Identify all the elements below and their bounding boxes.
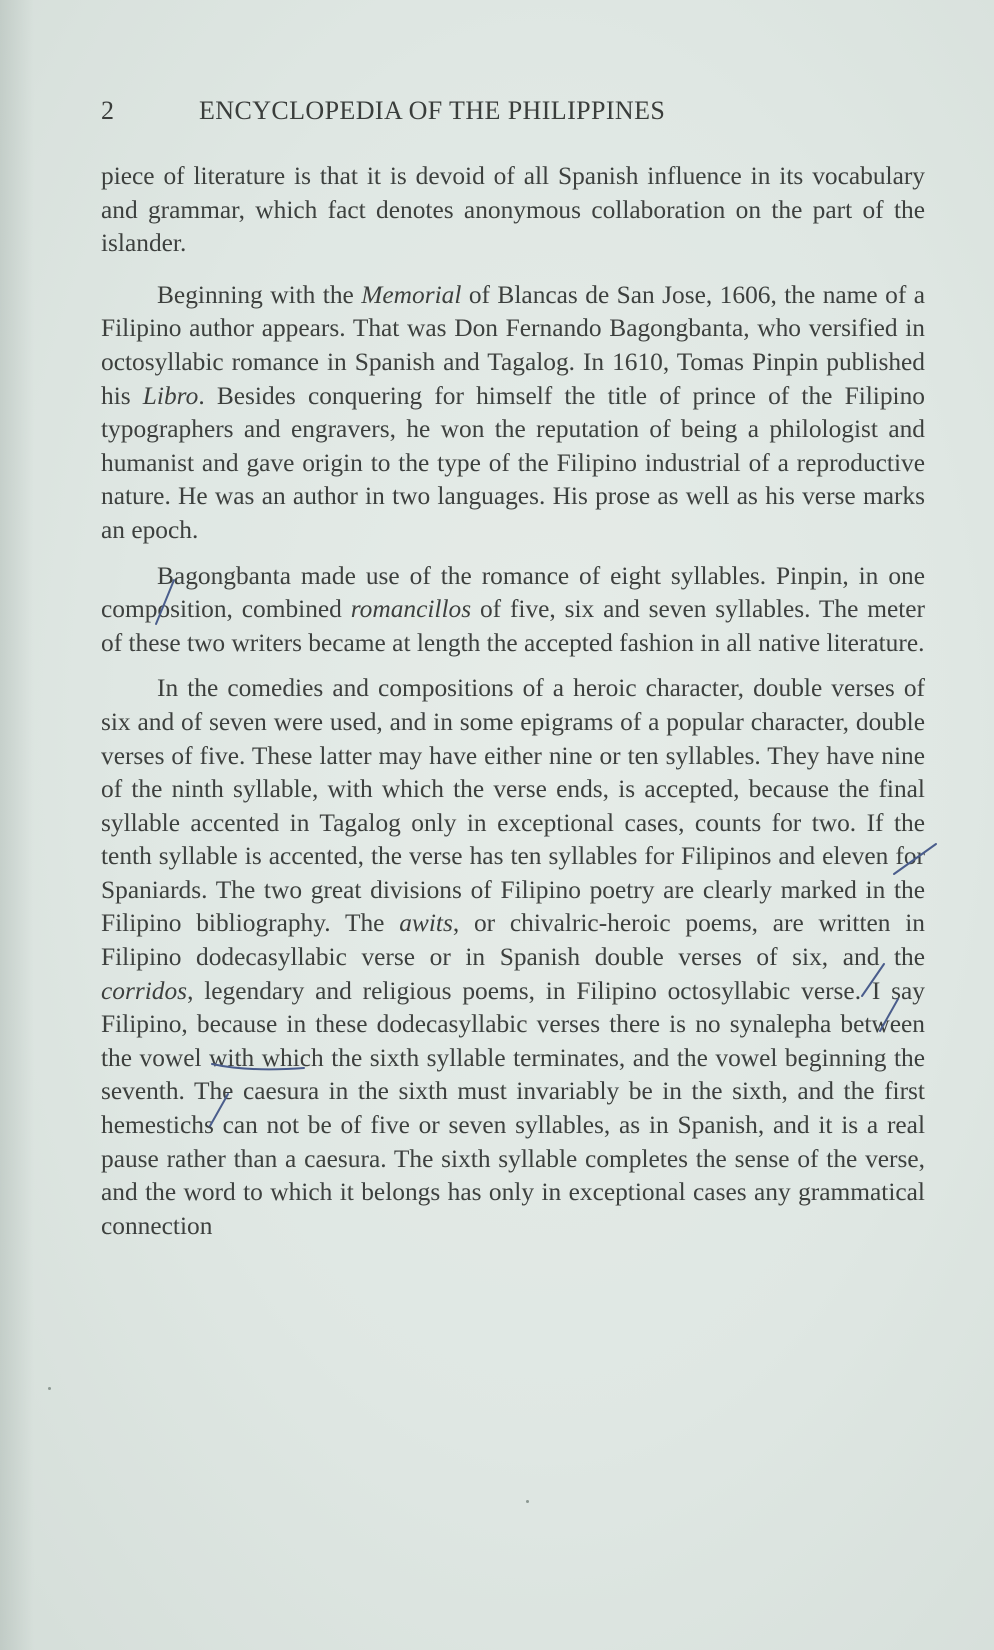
paper-speck	[48, 1387, 51, 1390]
paragraph-text: piece of literature is that it is devoid of all Spanish influence in its vocabulary and grammar, which fact denotes anonymous collaboration on the part of the islander.	[101, 162, 925, 258]
paragraph-text: In the comedies and compositions of a heroic character, double verses of six and of seven were used, and in some epigrams of a popular character, double verses of five. These latter may have either nine or ten syllables. They have nine of the ninth syllable, with which the verse ends, is accepted, because the final syllable accented in Tagalog only in exceptional cases, counts for two. If the tenth syllable is accented, the verse has ten syllables for Filipinos and eleven for Spaniards. The two great divisions of Filipino poetry are clearly marked in the Filipino bibliography. The	[101, 674, 925, 938]
italic-term-romancillos: romancillos	[350, 595, 472, 624]
italic-title-memorial: Memorial	[361, 280, 462, 309]
paragraph-bagongbanta	[101, 560, 925, 661]
page-edge-shadow	[0, 0, 34, 1650]
italic-term-awits: awits	[399, 909, 453, 938]
paragraph-text: of five, six and seven syllables. The meter of these two writers became at length the accepted fashion in all native literature.	[101, 595, 925, 657]
page-header	[101, 96, 931, 136]
paragraph-text: , or chivalric-heroic poems, are written in Filipino dodecasyllabic verse or in Spanish double verses of six, and the	[101, 909, 925, 972]
paragraph-text: , legendary and religious poems, in Filipino octosyllabic verse. I say Filipino, because in these dodecasyllabic verses there is no synalepha between the vowel with which the sixth syllable terminates, and the vowel beginning the seventh. The caesura in the sixth must invariably be in the sixth, and the first hemestichs can not be of five or seven syllables, as in Spanish, and it is a real pause rather than a caesura. The sixth syllable completes the sense of the verse, and the word to which it belongs has only in exceptional cases any grammatical connection	[101, 976, 925, 1240]
paragraph-text: . Besides conquering for himself the title of prince of the Filipino typographers and engravers, he won the reputation of being a philologist and humanist and gave origin to the type of the Filipino industrial of a reproductive nature. He was an author in two languages. His prose as well as his verse marks an epoch.	[101, 381, 925, 544]
paragraph-text: Bagongbanta made use of the romance of eight syllables. Pinpin, in one composition, combined	[101, 561, 925, 624]
italic-term-corridos: corridos	[101, 976, 188, 1005]
body-text	[101, 160, 925, 1255]
paragraph-continuation	[101, 160, 925, 261]
page-number: 2	[101, 96, 115, 125]
paragraph-comedies	[101, 672, 925, 1243]
paragraph-text: Beginning with the	[157, 280, 362, 309]
paragraph-text: of Blancas de San Jose, 1606, the name of a Filipino author appears. That was Don Fernando Bagongbanta, who versified in octosyllabic romance in Spanish and Tagalog. In 1610, Tomas Pinpin published his	[101, 280, 925, 410]
paper-speck	[526, 1500, 529, 1503]
italic-title-libro: Libro	[142, 381, 199, 410]
paragraph-memorial	[101, 279, 925, 548]
running-head: ENCYCLOPEDIA OF THE PHILIPPINES	[199, 96, 666, 125]
